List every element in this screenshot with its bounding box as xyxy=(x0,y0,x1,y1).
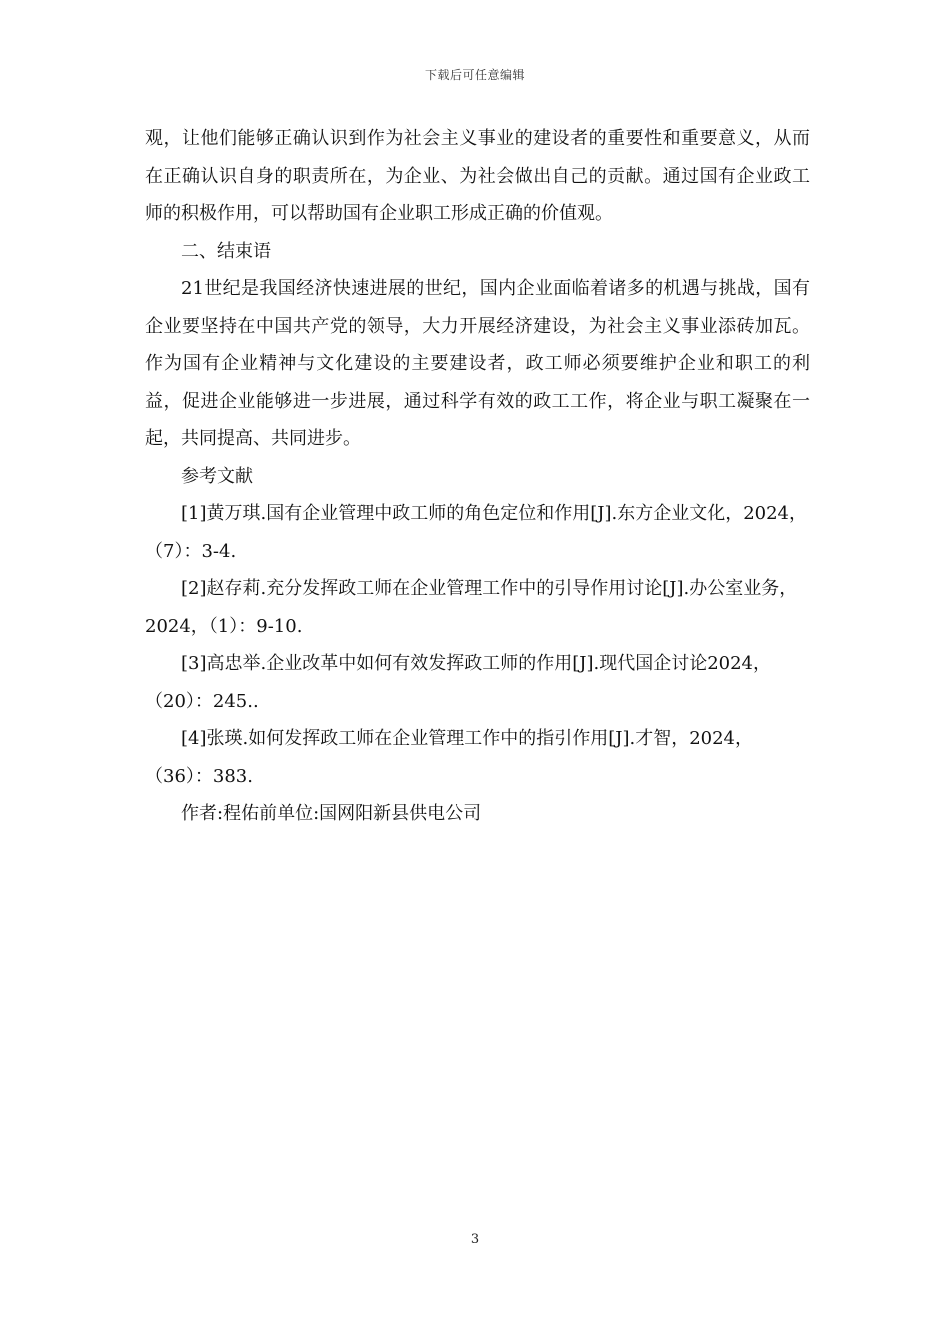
reference-item-2: [2]赵存莉.充分发挥政工师在企业管理工作中的引导作用讨论[J].办公室业务，2024，（1）：9-10. xyxy=(145,578,798,637)
author-line: 作者:程佑前单位:国网阳新县供电公司 xyxy=(181,803,482,824)
reference-item-3: [3]高忠举.企业改革中如何有效发挥政工师的作用[J].现代国企讨论2024，（20）：245.. xyxy=(145,653,772,712)
page-header-note: 下载后可任意编辑 xyxy=(424,68,525,82)
paragraph-conclusion: 21世纪是我国经济快速进展的世纪，国内企业面临着诸多的机遇与挑战，国有企业要坚持在中国共产党的领导，大力开展经济建设，为社会主义事业添砖加瓦。作为国有企业精神与文化建设的主要建设者，政工师必须要维护企业和职工的利益，促进企业能够进一步进展，通过科学有效的政工工作，将企业与职工凝聚在一起，共同提高、共同进步。 xyxy=(145,278,810,449)
reference-item-1: [1]黄万琪.国有企业管理中政工师的角色定位和作用[J].东方企业文化，2024，（7）：3-4. xyxy=(145,503,808,562)
section-heading-conclusion: 二、结束语 xyxy=(181,240,271,262)
page-number: 3 xyxy=(470,1232,480,1247)
reference-item-4: [4]张瑛.如何发挥政工师在企业管理工作中的指引作用[J].才智，2024，（36）：383. xyxy=(145,728,754,787)
document-body xyxy=(145,120,810,833)
paragraph-continuation: 观，让他们能够正确认识到作为社会主义事业的建设者的重要性和重要意义，从而在正确认识自身的职责所在，为企业、为社会做出自己的贡献。通过国有企业政工师的积极作用，可以帮助国有企业职工形成正确的价值观。 xyxy=(145,128,810,224)
references-heading: 参考文献 xyxy=(181,465,253,487)
